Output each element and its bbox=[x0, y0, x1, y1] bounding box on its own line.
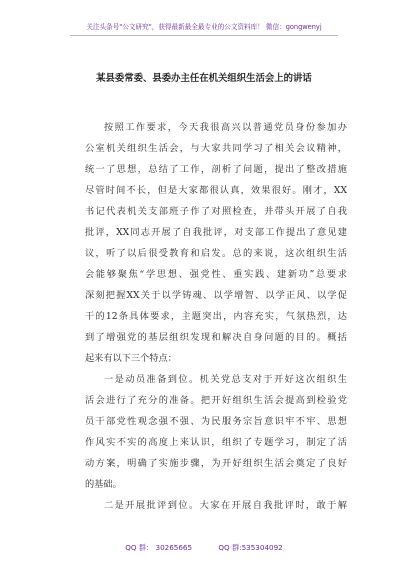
text-line: 动方案，明确了实施步骤，为开好组织生活会奠定了良好 bbox=[85, 458, 347, 469]
text-line: 书记代表机关支部班子作了对照检查，并带头开展了自我 bbox=[85, 206, 347, 217]
text-line: 的基础。 bbox=[85, 479, 122, 490]
paragraph-point-two bbox=[85, 495, 347, 516]
text-line: 活会进行了充分的准备。把开好组织生活会提高到检验党 bbox=[85, 395, 347, 406]
text-line: 到了增强党的基层组织发现和解决自身问题的目的。概括 bbox=[85, 332, 347, 343]
text-line: 一是动员准备到位。机关党总支对于开好这次组织生 bbox=[104, 374, 347, 385]
text-line: 议，听了以后很受教育和启发。总的来说，这次组织生活 bbox=[85, 248, 347, 259]
text-line: 公室机关组织生活会，与大家共同学习了相关会议精神， bbox=[85, 143, 347, 154]
text-line: 会能够聚焦“学思想、强党性、重实践、建新功”总要求 bbox=[85, 269, 347, 280]
header-divider bbox=[70, 35, 338, 36]
header-note: 关注头条号"公文研究"，获得最新最全最专业的公文资料库！ 微信：gongwenyj bbox=[86, 23, 322, 31]
document-title: 某县委常委、县委办主任在机关组织生活会上的讲话 bbox=[96, 73, 312, 84]
paragraph-intro bbox=[85, 117, 347, 369]
text-line: 干的12条具体要求，主题突出，内容充实，气氛热烈，达 bbox=[85, 311, 347, 322]
footer-qq-group-2: QQ 群:535304092 bbox=[218, 543, 283, 552]
text-line: 尽管时间不长，但是大家都很认真，效果很好。刚才，XX bbox=[85, 185, 347, 196]
text-line: 批评，XX同志开展了自我批评，对支部工作提出了意见建 bbox=[85, 227, 347, 238]
text-line: 二是开展批评到位。大家在开展自我批评时，敢于解 bbox=[104, 500, 347, 511]
footer-qq-group-1: QQ 群： 30265665 bbox=[125, 543, 193, 552]
text-line: 员干部党性观念强不强、为民服务宗旨意识牢不牢、思想 bbox=[85, 416, 347, 427]
document-body bbox=[85, 117, 347, 516]
text-line: 起来有以下三个特点： bbox=[85, 353, 177, 364]
paragraph-point-one bbox=[85, 369, 347, 495]
text-line: 作风实不实的高度上来认识，组织了专题学习，制定了活 bbox=[85, 437, 347, 448]
footer-contact bbox=[0, 543, 408, 553]
text-line: 按照工作要求，今天我很高兴以普通党员身份参加办 bbox=[104, 122, 347, 133]
text-line: 深刻把握XX关于以学铸魂、以学增智、以学正风、以学促 bbox=[85, 290, 347, 301]
text-line: 统一了思想，总结了工作，剖析了问题，提出了整改措施 bbox=[85, 164, 347, 175]
